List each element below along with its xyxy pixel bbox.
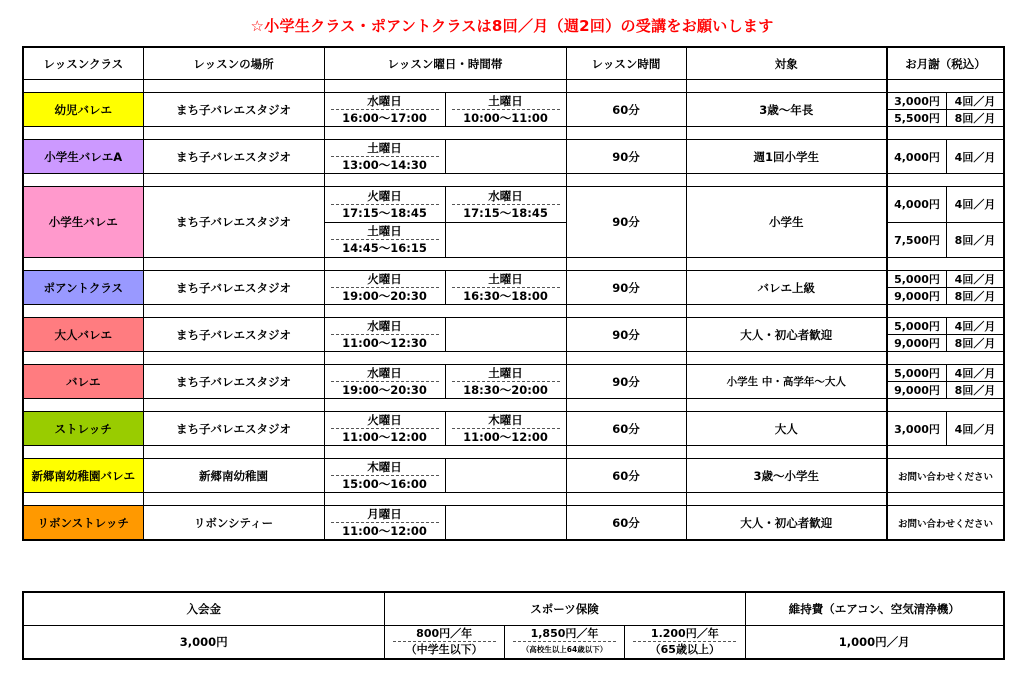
fee-amount: 9,000円 bbox=[888, 288, 947, 304]
lesson-place: まち子バレエスタジオ bbox=[143, 365, 324, 399]
spacer-cell bbox=[566, 399, 686, 412]
monthly-fee bbox=[887, 459, 1004, 493]
lesson-target: バレエ上級 bbox=[686, 271, 887, 305]
monthly-fee bbox=[887, 506, 1004, 541]
time-slot bbox=[446, 93, 566, 126]
slot-day bbox=[452, 320, 560, 335]
fee-list bbox=[888, 459, 1003, 492]
fee-frequency: 8回／月 bbox=[954, 233, 996, 247]
lesson-place: まち子バレエスタジオ bbox=[143, 318, 324, 352]
class-row bbox=[23, 318, 1004, 352]
class-row bbox=[23, 93, 1004, 127]
lesson-schedule-table bbox=[22, 46, 1005, 541]
lesson-target: 大人・初心者歓迎 bbox=[686, 506, 887, 541]
slot-pair bbox=[325, 93, 566, 126]
spacer-cell bbox=[23, 305, 143, 318]
fee-frequency: 4回／月 bbox=[954, 150, 996, 164]
spacer-cell bbox=[143, 446, 324, 459]
spacer-cell bbox=[686, 399, 887, 412]
slot-day: 木曜日 bbox=[452, 413, 560, 429]
spacer-cell bbox=[23, 493, 143, 506]
slot-day: 土曜日 bbox=[331, 141, 439, 157]
fee-frequency: 8回／月 bbox=[954, 384, 996, 397]
spacer-cell bbox=[324, 493, 566, 506]
slot-time: 11:00～12:00 bbox=[463, 430, 548, 444]
spacer-cell bbox=[887, 399, 1004, 412]
spacer-cell bbox=[324, 305, 566, 318]
fee-frequency: 4回／月 bbox=[954, 367, 996, 380]
fee-list bbox=[888, 271, 1003, 304]
spacer-cell bbox=[324, 399, 566, 412]
spacer-cell bbox=[686, 493, 887, 506]
spacer-cell bbox=[887, 80, 1004, 93]
spacer-cell bbox=[23, 446, 143, 459]
lesson-target: 週1回小学生 bbox=[686, 140, 887, 174]
time-slot bbox=[446, 365, 566, 398]
notice-banner: ☆小学生クラス・ポアントクラスは8回／月（週2回）の受講をお願いします bbox=[250, 17, 774, 35]
lesson-duration: 90分 bbox=[566, 140, 686, 174]
slot-time bbox=[446, 523, 566, 538]
slot-day: 火曜日 bbox=[331, 272, 439, 288]
spacer-row bbox=[23, 446, 1004, 459]
insurance-amount: 1,850円／年 bbox=[513, 627, 616, 642]
fee-line bbox=[888, 222, 1003, 258]
slot-pair bbox=[325, 506, 566, 539]
spacer-row bbox=[23, 493, 1004, 506]
class-row bbox=[23, 271, 1004, 305]
schedule-row bbox=[325, 187, 566, 222]
fee-line bbox=[888, 459, 1003, 492]
entry-fee-label: 入会金 bbox=[23, 592, 384, 626]
maintenance-label: 維持費（エアコン、空気清浄機） bbox=[745, 592, 1004, 626]
fee-amount: 5,000円 bbox=[888, 318, 947, 334]
lesson-target: 3歳～年長 bbox=[686, 93, 887, 127]
class-name: 小学生バレエA bbox=[23, 140, 143, 174]
slot-day: 土曜日 bbox=[452, 366, 560, 382]
slot-day: 水曜日 bbox=[331, 366, 439, 382]
fee-list bbox=[888, 506, 1003, 539]
spacer-cell bbox=[23, 127, 143, 140]
lesson-target: 大人・初心者歓迎 bbox=[686, 318, 887, 352]
fee-amount: 9,000円 bbox=[888, 335, 947, 351]
time-slot bbox=[325, 459, 446, 492]
class-name: 大人バレエ bbox=[23, 318, 143, 352]
lesson-duration: 60分 bbox=[566, 506, 686, 541]
lesson-schedule bbox=[324, 187, 566, 258]
monthly-fee bbox=[887, 365, 1004, 399]
insurance-eligibility: （65歳以上） bbox=[649, 643, 720, 656]
spacer-cell bbox=[566, 80, 686, 93]
time-slot bbox=[446, 140, 566, 173]
class-row bbox=[23, 459, 1004, 493]
time-slot bbox=[446, 506, 566, 539]
spacer-row bbox=[23, 174, 1004, 187]
time-slot bbox=[325, 365, 446, 398]
fee-amount: 4,000円 bbox=[888, 187, 947, 222]
monthly-fee bbox=[887, 318, 1004, 352]
insurance-option bbox=[385, 626, 505, 658]
lesson-target: 大人 bbox=[686, 412, 887, 446]
spacer-cell bbox=[143, 258, 324, 271]
slot-time: 10:00～11:00 bbox=[463, 111, 548, 125]
header-target: 対象 bbox=[686, 47, 887, 80]
fee-amount: 4,000円 bbox=[888, 140, 947, 173]
slot-pair bbox=[325, 187, 566, 222]
spacer-cell bbox=[887, 174, 1004, 187]
insurance-option bbox=[505, 626, 625, 658]
slot-time: 17:15～18:45 bbox=[342, 205, 427, 220]
slot-time: 13:00～14:30 bbox=[342, 158, 427, 172]
fee-frequency: 4回／月 bbox=[954, 273, 996, 286]
time-slot bbox=[325, 187, 446, 222]
insurance-eligibility: （高校生以上64歳以下） bbox=[521, 645, 608, 654]
spacer-cell bbox=[324, 258, 566, 271]
fee-line bbox=[888, 287, 1003, 304]
slot-time: 16:30～18:00 bbox=[463, 289, 548, 303]
fee-list bbox=[888, 187, 1003, 257]
header-place: レッスンの場所 bbox=[143, 47, 324, 80]
class-name: バレエ bbox=[23, 365, 143, 399]
spacer-row bbox=[23, 399, 1004, 412]
spacer-cell bbox=[143, 399, 324, 412]
fee-line bbox=[888, 187, 1003, 222]
time-slot bbox=[446, 459, 566, 492]
spacer-cell bbox=[23, 352, 143, 365]
spacer-row bbox=[23, 80, 1004, 93]
fee-amount: 9,000円 bbox=[888, 382, 947, 398]
time-slot bbox=[325, 271, 446, 304]
fee-amount: 5,500円 bbox=[888, 110, 947, 126]
spacer-row bbox=[23, 258, 1004, 271]
slot-day bbox=[452, 142, 560, 157]
fee-list bbox=[888, 412, 1003, 445]
monthly-fee bbox=[887, 140, 1004, 174]
schedule-stack bbox=[325, 187, 566, 257]
fee-amount: 3,000円 bbox=[888, 93, 947, 109]
insurance-label: スポーツ保険 bbox=[384, 592, 745, 626]
fee-amount: 7,500円 bbox=[888, 223, 947, 258]
slot-pair bbox=[325, 459, 566, 492]
slot-pair bbox=[325, 318, 566, 351]
slot-time: 11:00～12:00 bbox=[342, 430, 427, 444]
fee-frequency: 4回／月 bbox=[954, 422, 996, 436]
slot-pair bbox=[325, 140, 566, 173]
spacer-cell bbox=[143, 305, 324, 318]
spacer-cell bbox=[324, 127, 566, 140]
lesson-schedule bbox=[324, 93, 566, 127]
spacer-cell bbox=[566, 352, 686, 365]
fee-contact: お問い合わせください bbox=[897, 471, 993, 483]
lesson-place: 新郷南幼稚園 bbox=[143, 459, 324, 493]
slot-day bbox=[452, 461, 560, 476]
fee-amount: 3,000円 bbox=[888, 412, 947, 445]
class-name: 小学生バレエ bbox=[23, 187, 143, 258]
spacer-cell bbox=[143, 174, 324, 187]
spacer-cell bbox=[324, 446, 566, 459]
slot-time: 19:00～20:30 bbox=[342, 289, 427, 303]
spacer-cell bbox=[566, 493, 686, 506]
fee-frequency: 8回／月 bbox=[954, 290, 996, 303]
slot-day: 月曜日 bbox=[331, 507, 439, 523]
class-name: 新郷南幼稚園バレエ bbox=[23, 459, 143, 493]
spacer-cell bbox=[887, 446, 1004, 459]
fee-contact: お問い合わせください bbox=[897, 518, 993, 530]
lesson-schedule bbox=[324, 412, 566, 446]
time-slot bbox=[325, 318, 446, 351]
slot-pair bbox=[325, 365, 566, 398]
monthly-fee bbox=[887, 412, 1004, 446]
class-name: リボンストレッチ bbox=[23, 506, 143, 541]
fee-line bbox=[888, 334, 1003, 351]
class-name: ポアントクラス bbox=[23, 271, 143, 305]
slot-day: 土曜日 bbox=[331, 224, 439, 240]
lesson-place: まち子バレエスタジオ bbox=[143, 93, 324, 127]
slot-day: 木曜日 bbox=[331, 460, 439, 476]
fee-list bbox=[888, 365, 1003, 398]
slot-time: 14:45～16:15 bbox=[342, 241, 427, 256]
spacer-row bbox=[23, 305, 1004, 318]
monthly-fee bbox=[887, 271, 1004, 305]
time-slot bbox=[325, 506, 446, 539]
fee-line bbox=[888, 506, 1003, 539]
spacer-cell bbox=[566, 258, 686, 271]
spacer-cell bbox=[686, 127, 887, 140]
time-slot bbox=[325, 223, 446, 258]
slot-time: 16:00～17:00 bbox=[342, 111, 427, 125]
lesson-schedule bbox=[324, 318, 566, 352]
lesson-place: まち子バレエスタジオ bbox=[143, 187, 324, 258]
spacer-cell bbox=[686, 305, 887, 318]
lesson-duration: 90分 bbox=[566, 365, 686, 399]
slot-time: 19:00～20:30 bbox=[342, 383, 427, 397]
slot-day: 水曜日 bbox=[452, 189, 560, 205]
slot-pair bbox=[325, 412, 566, 445]
time-slot bbox=[446, 187, 566, 222]
slot-day bbox=[452, 508, 560, 523]
spacer-row bbox=[23, 352, 1004, 365]
lesson-schedule bbox=[324, 271, 566, 305]
fee-line bbox=[888, 109, 1003, 126]
fee-line bbox=[888, 140, 1003, 173]
fee-line bbox=[888, 318, 1003, 334]
lesson-duration: 90分 bbox=[566, 271, 686, 305]
insurance-amount: 1.200円／年 bbox=[633, 627, 736, 642]
spacer-cell bbox=[566, 305, 686, 318]
lesson-duration: 90分 bbox=[566, 187, 686, 258]
time-slot bbox=[325, 93, 446, 126]
time-slot bbox=[446, 318, 566, 351]
class-name: ストレッチ bbox=[23, 412, 143, 446]
time-slot bbox=[446, 412, 566, 445]
slot-day: 火曜日 bbox=[331, 189, 439, 205]
spacer-cell bbox=[324, 352, 566, 365]
fee-amount: 5,000円 bbox=[888, 365, 947, 381]
insurance-eligibility: （中学生以下） bbox=[405, 643, 483, 656]
insurance-option bbox=[625, 626, 744, 658]
spacer-cell bbox=[887, 127, 1004, 140]
table-header-row bbox=[23, 47, 1004, 80]
spacer-cell bbox=[143, 127, 324, 140]
lesson-place: まち子バレエスタジオ bbox=[143, 140, 324, 174]
header-schedule: レッスン曜日・時間帯 bbox=[324, 47, 566, 80]
class-name: 幼児バレエ bbox=[23, 93, 143, 127]
lesson-schedule bbox=[324, 459, 566, 493]
spacer-cell bbox=[686, 352, 887, 365]
maintenance-value: 1,000円／月 bbox=[745, 626, 1004, 660]
lesson-place: リボンシティー bbox=[143, 506, 324, 541]
fee-line bbox=[888, 271, 1003, 287]
fee-line bbox=[888, 93, 1003, 109]
slot-time bbox=[446, 476, 566, 491]
spacer-cell bbox=[143, 493, 324, 506]
fee-amount: 5,000円 bbox=[888, 271, 947, 287]
spacer-row bbox=[23, 127, 1004, 140]
lesson-target: 小学生 中・高学年～大人 bbox=[686, 365, 887, 399]
fees-table bbox=[22, 591, 1005, 660]
slot-day: 火曜日 bbox=[331, 413, 439, 429]
slot-day: 水曜日 bbox=[331, 319, 439, 335]
fee-frequency: 8回／月 bbox=[954, 337, 996, 350]
class-row bbox=[23, 365, 1004, 399]
slot-time bbox=[446, 157, 566, 172]
slot-time: 15:00～16:00 bbox=[342, 477, 427, 491]
class-row bbox=[23, 140, 1004, 174]
slot-day bbox=[452, 225, 560, 240]
insurance-amount: 800円／年 bbox=[393, 627, 496, 642]
fee-line bbox=[888, 412, 1003, 445]
spacer-cell bbox=[887, 493, 1004, 506]
spacer-cell bbox=[566, 127, 686, 140]
lesson-schedule bbox=[324, 506, 566, 541]
slot-time: 11:00～12:00 bbox=[342, 524, 427, 538]
lesson-schedule bbox=[324, 365, 566, 399]
slot-day: 水曜日 bbox=[331, 94, 439, 110]
lesson-duration: 60分 bbox=[566, 459, 686, 493]
spacer-cell bbox=[324, 80, 566, 93]
fee-line bbox=[888, 365, 1003, 381]
slot-pair bbox=[325, 271, 566, 304]
header-fee: お月謝（税込） bbox=[887, 47, 1004, 80]
spacer-cell bbox=[887, 305, 1004, 318]
spacer-cell bbox=[23, 80, 143, 93]
slot-time: 17:15～18:45 bbox=[463, 205, 548, 220]
time-slot bbox=[325, 412, 446, 445]
fee-list bbox=[888, 93, 1003, 126]
lesson-target: 小学生 bbox=[686, 187, 887, 258]
spacer-cell bbox=[686, 174, 887, 187]
spacer-cell bbox=[686, 80, 887, 93]
spacer-cell bbox=[566, 174, 686, 187]
slot-day: 土曜日 bbox=[452, 94, 560, 110]
fee-line bbox=[888, 381, 1003, 398]
spacer-cell bbox=[686, 446, 887, 459]
spacer-cell bbox=[324, 174, 566, 187]
fee-frequency: 4回／月 bbox=[954, 198, 996, 212]
lesson-duration: 60分 bbox=[566, 412, 686, 446]
spacer-cell bbox=[887, 258, 1004, 271]
spacer-cell bbox=[23, 174, 143, 187]
spacer-cell bbox=[887, 352, 1004, 365]
slot-pair bbox=[325, 223, 566, 258]
spacer-cell bbox=[686, 258, 887, 271]
time-slot bbox=[446, 223, 566, 258]
spacer-cell bbox=[143, 80, 324, 93]
lesson-target: 3歳～小学生 bbox=[686, 459, 887, 493]
schedule-row bbox=[325, 222, 566, 258]
lesson-place: まち子バレエスタジオ bbox=[143, 412, 324, 446]
slot-time: 18:30～20:00 bbox=[463, 383, 548, 397]
lesson-duration: 90分 bbox=[566, 318, 686, 352]
class-row bbox=[23, 506, 1004, 541]
class-row bbox=[23, 187, 1004, 258]
fee-frequency: 4回／月 bbox=[954, 320, 996, 333]
header-duration: レッスン時間 bbox=[566, 47, 686, 80]
spacer-cell bbox=[23, 399, 143, 412]
lesson-place: まち子バレエスタジオ bbox=[143, 271, 324, 305]
time-slot bbox=[325, 140, 446, 173]
spacer-cell bbox=[566, 446, 686, 459]
class-row bbox=[23, 412, 1004, 446]
monthly-fee bbox=[887, 93, 1004, 127]
fee-frequency: 8回／月 bbox=[954, 112, 996, 125]
entry-fee-value: 3,000円 bbox=[179, 635, 228, 649]
spacer-cell bbox=[143, 352, 324, 365]
header-class: レッスンクラス bbox=[23, 47, 143, 80]
slot-time: 11:00～12:30 bbox=[342, 336, 427, 350]
monthly-fee bbox=[887, 187, 1004, 258]
insurance-options bbox=[384, 626, 745, 660]
fee-list bbox=[888, 318, 1003, 351]
slot-time bbox=[446, 240, 566, 255]
time-slot bbox=[446, 271, 566, 304]
slot-time bbox=[446, 335, 566, 350]
slot-day: 土曜日 bbox=[452, 272, 560, 288]
spacer-cell bbox=[23, 258, 143, 271]
fee-list bbox=[888, 140, 1003, 173]
lesson-schedule bbox=[324, 140, 566, 174]
fee-frequency: 4回／月 bbox=[954, 95, 996, 108]
lesson-duration: 60分 bbox=[566, 93, 686, 127]
